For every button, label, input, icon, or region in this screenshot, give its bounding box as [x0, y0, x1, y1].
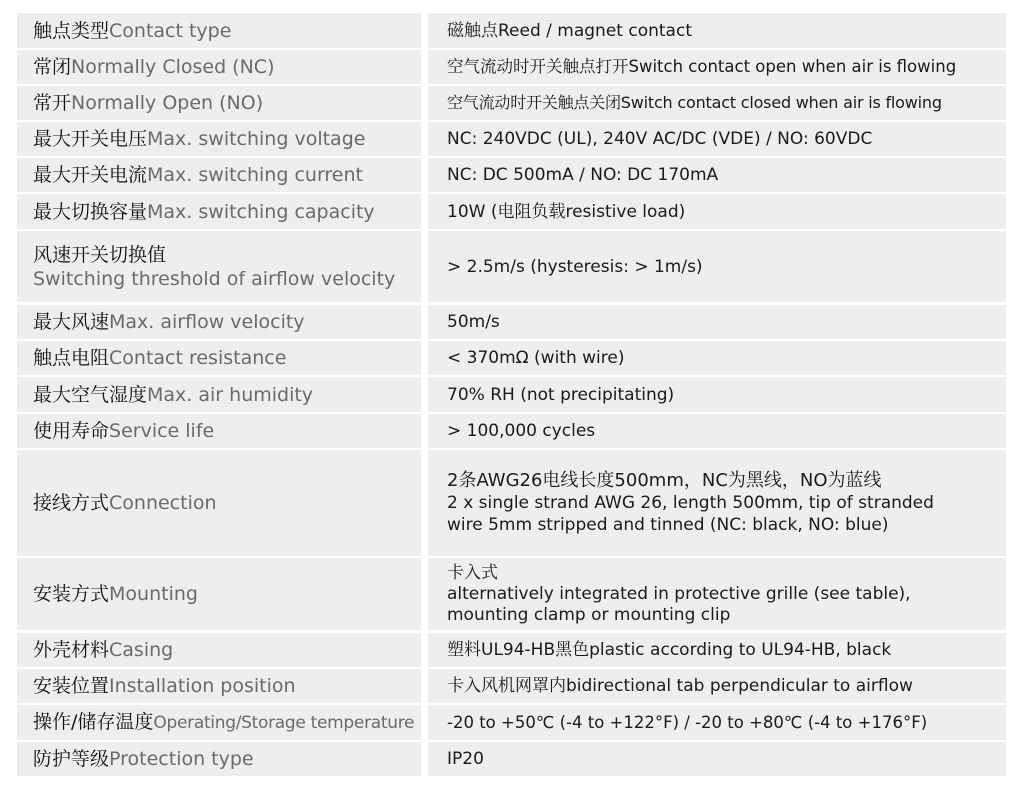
row-value	[428, 414, 1006, 448]
value-line: 塑料UL94-HB黑色plastic according to UL94-HB, black	[447, 640, 892, 660]
table-row	[17, 194, 1006, 229]
row-label	[17, 194, 421, 229]
label-en: Max. air humidity	[147, 383, 314, 406]
value-line: mounting clamp or mounting clip	[447, 604, 731, 625]
table-row	[17, 305, 1006, 339]
row-value	[428, 705, 1006, 740]
value-line: 2 x single strand AWG 26, length 500mm, tip of stranded	[447, 493, 934, 513]
row-value	[428, 669, 1006, 703]
value-line: 卡入风机网罩内bidirectional tab perpendicular to airflow	[447, 676, 913, 696]
row-value	[428, 50, 1006, 84]
label-zh: 风速开关切换值	[33, 243, 167, 266]
label-zh: 最大开关电压	[33, 128, 148, 150]
label-zh: 常闭	[33, 56, 72, 78]
label-zh: 外壳材料	[33, 639, 110, 661]
table-row	[17, 669, 1006, 703]
value-line: 50m/s	[447, 312, 500, 332]
row-label	[17, 305, 421, 339]
label-zh: 防护等级	[33, 748, 110, 770]
value-line: IP20	[447, 749, 484, 769]
label-en: Max. switching current	[147, 164, 363, 186]
value-line: 卡入式	[447, 562, 498, 583]
row-label	[17, 742, 421, 776]
row-value	[428, 194, 1006, 229]
row-label	[17, 158, 421, 192]
row-value	[428, 86, 1006, 120]
row-value	[428, 231, 1006, 302]
label-zh: 最大切换容量	[33, 200, 148, 223]
value-line: wire 5mm stripped and tinned (NC: black, NO: blue)	[447, 515, 889, 535]
label-zh: 最大开关电流	[33, 164, 148, 186]
label-en: Contact resistance	[109, 347, 287, 369]
table-row	[17, 414, 1006, 448]
row-label	[17, 705, 421, 740]
label-zh: 常开	[33, 92, 72, 114]
row-value	[428, 305, 1006, 339]
row-value	[428, 377, 1006, 412]
label-zh: 触点电阻	[33, 347, 110, 369]
table-row	[17, 50, 1006, 84]
table-row	[17, 705, 1006, 740]
value-line: 2条AWG26电线长度500mm，NC为黑线，NO为蓝线	[447, 470, 882, 491]
value-line: alternatively integrated in protective grille (see table),	[447, 583, 911, 604]
row-label	[17, 558, 421, 630]
row-value	[428, 158, 1006, 192]
row-value	[428, 341, 1006, 375]
value-line: NC: DC 500mA / NO: DC 170mA	[447, 165, 719, 185]
label-en: Casing	[109, 639, 174, 661]
row-label	[17, 341, 421, 375]
value-line: NC: 240VDC (UL), 240V AC/DC (VDE) / NO: 60VDC	[447, 129, 873, 149]
table-row	[17, 377, 1006, 412]
label-zh: 操作/储存温度	[33, 711, 154, 733]
label-en: Service life	[109, 420, 215, 442]
table-row	[17, 231, 1006, 302]
label-en: Max. switching voltage	[147, 128, 366, 150]
row-value	[428, 13, 1006, 48]
row-label	[17, 231, 421, 302]
value-line: < 370mΩ (with wire)	[447, 348, 625, 368]
value-line: -20 to +50℃ (-4 to +122°F) / -20 to +80℃ (-4 to +176°F)	[447, 712, 928, 732]
value-line: > 100,000 cycles	[447, 421, 596, 441]
row-value	[428, 558, 1006, 630]
table-row	[17, 450, 1006, 556]
row-label	[17, 414, 421, 448]
row-label	[17, 86, 421, 120]
row-label	[17, 13, 421, 48]
row-label	[17, 633, 421, 667]
row-label	[17, 122, 421, 156]
value-line: > 2.5m/s (hysteresis: > 1m/s)	[447, 256, 703, 277]
row-value	[428, 633, 1006, 667]
label-en: Connection	[109, 492, 217, 514]
table-row	[17, 158, 1006, 192]
label-en: Normally Open (NO)	[71, 92, 264, 114]
table-row	[17, 742, 1006, 776]
row-value	[428, 742, 1006, 776]
row-value	[428, 450, 1006, 556]
value-line: 空气流动时开关触点打开Switch contact open when air is flowing	[447, 57, 957, 76]
label-zh: 安装位置	[33, 675, 110, 697]
label-zh: 使用寿命	[33, 420, 110, 442]
value-line: 磁触点Reed / magnet contact	[447, 20, 692, 41]
value-line: 空气流动时开关触点关闭Switch contact closed when air is flowing	[447, 93, 942, 112]
table-row	[17, 13, 1006, 48]
value-line: 10W (电阻负载resistive load)	[447, 201, 686, 222]
table-row	[17, 341, 1006, 375]
label-zh: 最大空气湿度	[33, 383, 148, 406]
label-zh: 触点类型	[33, 19, 110, 42]
row-label	[17, 669, 421, 703]
label-en: Contact type	[109, 19, 232, 42]
label-en: Protection type	[109, 748, 254, 770]
table-row	[17, 86, 1006, 120]
label-en: Normally Closed (NC)	[71, 56, 275, 78]
label-en: Switching threshold of airflow velocity	[33, 267, 396, 290]
label-zh: 安装方式	[33, 583, 110, 605]
value-line: 70% RH (not precipitating)	[447, 384, 675, 405]
table-row	[17, 558, 1006, 630]
label-en: Operating/Storage temperature	[153, 713, 415, 733]
label-en: Max. airflow velocity	[109, 311, 305, 333]
label-en: Installation position	[109, 675, 296, 697]
row-value	[428, 122, 1006, 156]
row-label	[17, 450, 421, 556]
row-label	[17, 377, 421, 412]
label-zh: 最大风速	[33, 311, 110, 333]
table-row	[17, 633, 1006, 667]
label-en: Mounting	[109, 583, 198, 605]
table-row	[17, 122, 1006, 156]
row-label	[17, 50, 421, 84]
label-zh: 接线方式	[33, 492, 110, 514]
label-en: Max. switching capacity	[147, 200, 375, 223]
